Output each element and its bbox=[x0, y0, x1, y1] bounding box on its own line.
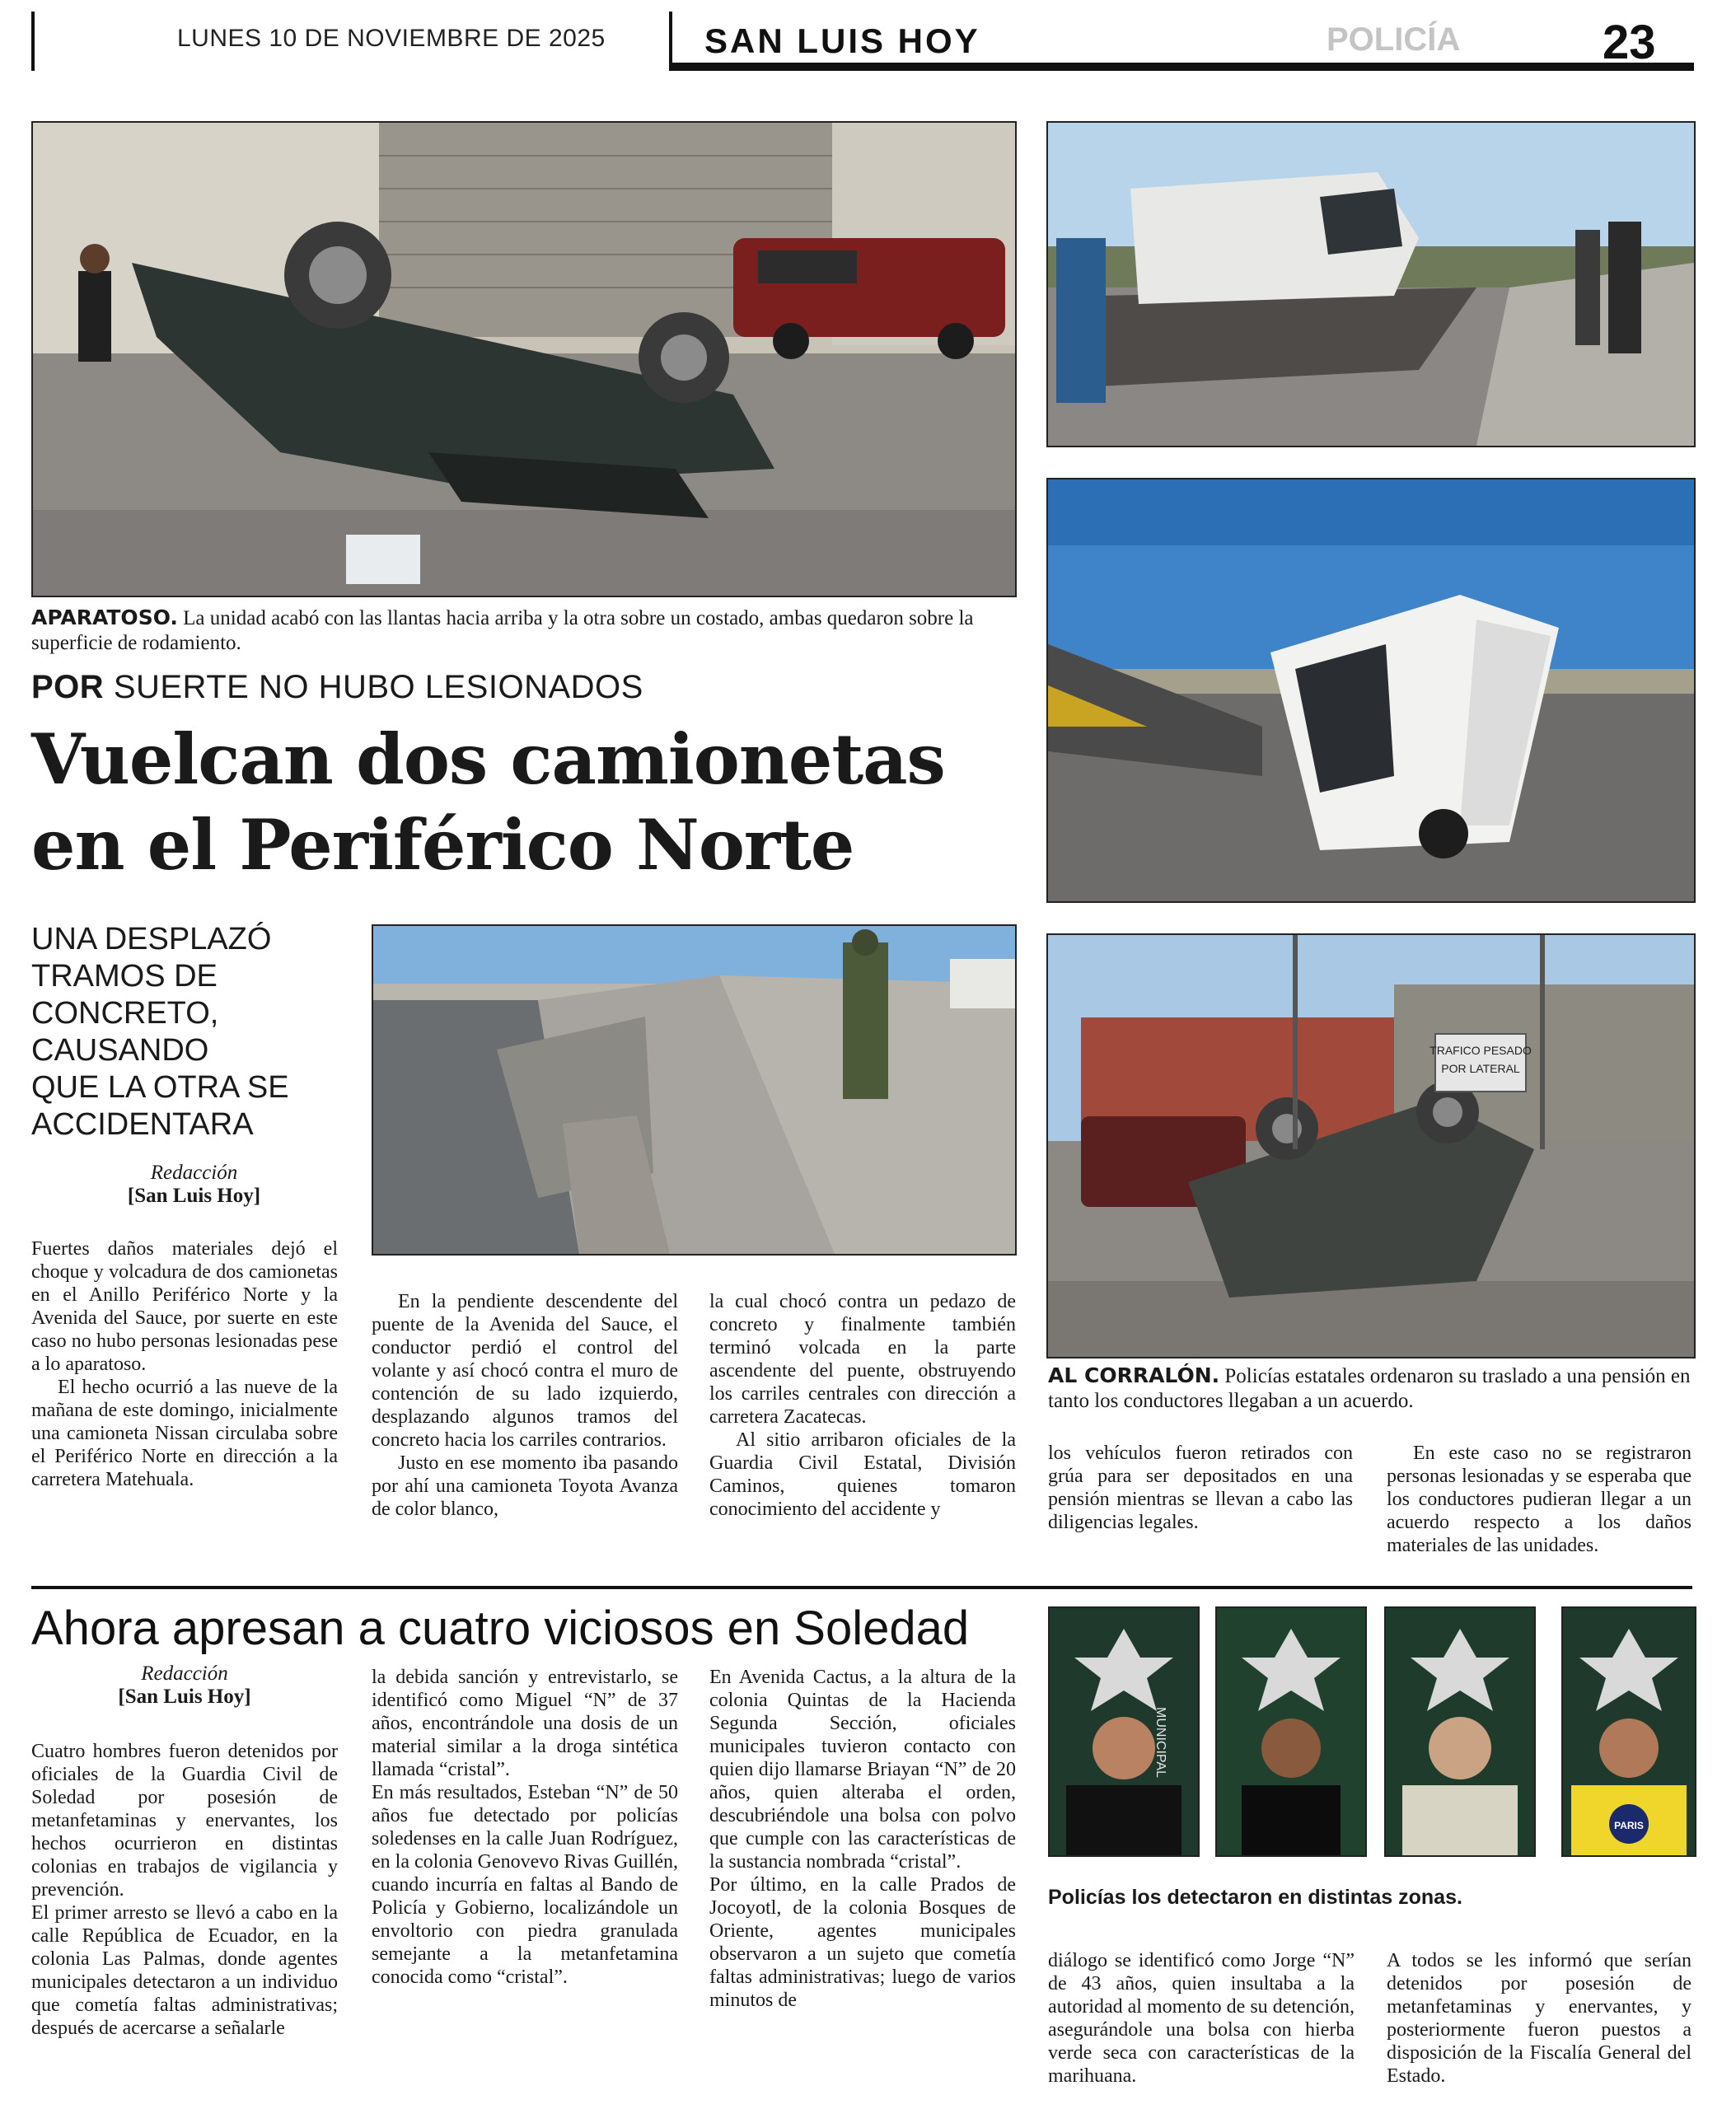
subhead bbox=[31, 921, 289, 1143]
paragraph: Fuertes daños materiales dejó el choque y volcadura de dos camionetas en el Anillo Periférico Norte y la Avenida del Sauce, por suerte en este caso no hubo personas lesionadas pese a lo aparatoso. bbox=[31, 1238, 338, 1375]
mugshot-3 bbox=[1384, 1606, 1536, 1857]
caption-corralon bbox=[1048, 1363, 1694, 1414]
paragraph: la debida sanción y entrevistarlo, se identificó como Miguel “N” de 37 años, encontrándole una dosis de un material similar a la droga sintética llamada “cristal”. bbox=[372, 1667, 678, 1780]
photo-white-car-on-side bbox=[1046, 478, 1696, 903]
article1-column-3 bbox=[709, 1290, 1016, 1521]
mugshot-2 bbox=[1215, 1606, 1367, 1857]
headline bbox=[31, 717, 945, 888]
header-bar bbox=[669, 63, 1694, 71]
article2-column-2 bbox=[372, 1666, 678, 1989]
mugshots-caption: Policías los detectaron en distintas zonas. bbox=[1048, 1886, 1462, 1909]
article-divider bbox=[31, 1586, 1692, 1589]
caption-aparatoso bbox=[31, 606, 1013, 656]
article2-column-3 bbox=[709, 1666, 1016, 2012]
photo-concrete-barriers bbox=[372, 924, 1017, 1256]
backdrop-text: MUNICIPAL bbox=[1153, 1707, 1167, 1778]
subhead-line: TRAMOS DE bbox=[31, 959, 218, 994]
photo-car-on-tow-truck bbox=[1046, 121, 1696, 447]
byline-article1 bbox=[31, 1162, 357, 1208]
kicker-rest: SUERTE NO HUBO LESIONADOS bbox=[113, 669, 643, 705]
paragraph: la cual chocó contra un pedazo de concreto y finalmente también terminó volcada en la parte ascendente del puente, obstruyendo los carriles centrales con dirección a carretera Zacatecas. bbox=[709, 1291, 1016, 1428]
article2-column-1 bbox=[31, 1740, 338, 2040]
subhead-line: ACCIDENTARA bbox=[31, 1107, 254, 1142]
page-number: 23 bbox=[1603, 16, 1656, 69]
header-left-rule bbox=[31, 12, 35, 71]
paragraph: En este caso no se registraron personas lesionadas y se esperaba que los conductores pudieran llegar a un acuerdo respecto a los daños materiales de las unidades. bbox=[1387, 1443, 1692, 1556]
paragraph: Al sitio arribaron oficiales de la Guardia Civil Estatal, División Caminos, quienes tomaron conocimiento del accidente y bbox=[709, 1429, 1016, 1520]
byline-source: [San Luis Hoy] bbox=[118, 1686, 251, 1708]
paragraph: En Avenida Cactus, a la altura de la colonia Quintas de la Hacienda Segunda Sección, oficiales municipales tuvieron contacto con quien dijo llamarse Briayan “N” de 20 años, quien alteraba el orden, descubriéndole una bolsa con polvo que cumple con las características de la sustancia nombrada “cristal”. bbox=[709, 1667, 1016, 1873]
paragraph: Por último, en la calle Prados de Jocoyotl, de la colonia Bosques de Oriente, agentes municipales observaron a un sujeto que cometía faltas administrativas; luego de varios minutos de bbox=[709, 1874, 1016, 2011]
shirt-text: PARIS bbox=[1614, 1820, 1644, 1831]
article1-column-2 bbox=[372, 1290, 678, 1521]
issue-date: LUNES 10 DE NOVIEMBRE DE 2025 bbox=[177, 25, 606, 52]
byline-name: Redacción bbox=[141, 1662, 228, 1685]
paragraph: En más resultados, Esteban “N” de 50 años fue detectado por policías soledenses en la calle Juan Rodríguez, en la colonia Genovevo Rivas Guillén, cuando incurría en faltas al Bando de Policía y Gobierno, localizándole un envoltorio con piedra granulada semejante a la metanfetamina conocida como “cristal”. bbox=[372, 1782, 678, 1988]
paragraph: El primer arresto se llevó a cabo en la calle República de Ecuador, en la colonia Las Palmas, donde agentes municipales detectaron a un individuo que cometía faltas administrativas; después de acercarse a señalarle bbox=[31, 1902, 338, 2039]
sign-line-2: POR LATERAL bbox=[1441, 1062, 1520, 1075]
paragraph: A todos se les informó que serían detenidos por posesión de metanfetaminas y enervantes, y posteriormente fueron puestos a disposición de la Fiscalía General del Estado. bbox=[1387, 1950, 1692, 2087]
caption-text: Policías estatales ordenaron su traslado a una pensión en tanto los conductores llegaban a un acuerdo. bbox=[1048, 1365, 1691, 1412]
article1-column-4 bbox=[1048, 1442, 1353, 1534]
paragraph: Justo en ese momento iba pasando por ahí una camioneta Toyota Avanza de color blanco, bbox=[372, 1452, 678, 1520]
paragraph: diálogo se identificó como Jorge “N” de 43 años, quien insultaba a la autoridad al momento de su detención, asegurándole una bolsa con hierba verde seca con características de la marihuana. bbox=[1048, 1950, 1355, 2087]
paragraph: Cuatro hombres fueron detenidos por oficiales de la Guardia Civil de Soledad por posesión de metanfetaminas y enervantes, los hechos ocurrieron en distintas colonias en trabajos de vigilancia y prevención. bbox=[31, 1741, 338, 1901]
article2-column-4 bbox=[1048, 1949, 1355, 2088]
kicker-bold: POR bbox=[31, 669, 105, 705]
byline-name: Redacción bbox=[150, 1162, 238, 1184]
photo-overturned-pickup bbox=[31, 121, 1017, 597]
article1-column-1 bbox=[31, 1237, 338, 1491]
section-name: POLICÍA bbox=[1327, 21, 1461, 58]
subhead-line: UNA DESPLAZÓ bbox=[31, 922, 272, 956]
subhead-line: CAUSANDO bbox=[31, 1033, 209, 1068]
publication-name: SAN LUIS HOY bbox=[704, 21, 980, 60]
article1-column-5 bbox=[1387, 1442, 1692, 1557]
header-divider bbox=[669, 12, 672, 69]
paragraph: En la pendiente descendente del puente de la Avenida del Sauce, el conductor perdió el control del volante y así chocó contra el muro de contención de su lado izquierdo, desplazando algunos tramos del concreto hacia los carriles contrarios. bbox=[372, 1291, 678, 1451]
article2-column-5 bbox=[1387, 1949, 1692, 2088]
paragraph: los vehículos fueron retirados con grúa para ser depositados en una pensión mientras se llevan a cabo las diligencias legales. bbox=[1048, 1443, 1353, 1533]
mugshot-1 bbox=[1048, 1606, 1200, 1857]
photo-overturned-pickup-sign bbox=[1046, 933, 1696, 1358]
subhead-line: CONCRETO, bbox=[31, 996, 219, 1031]
mugshot-4 bbox=[1561, 1606, 1696, 1857]
article2-headline: Ahora apresan a cuatro viciosos en Soledad bbox=[31, 1602, 970, 1655]
kicker bbox=[31, 669, 643, 706]
headline-line-2: en el Periférico Norte bbox=[31, 804, 854, 886]
byline-source: [San Luis Hoy] bbox=[127, 1185, 261, 1207]
sign-line-1: TRAFICO PESADO bbox=[1430, 1044, 1532, 1057]
paragraph: El hecho ocurrió a las nueve de la mañana de este domingo, inicialmente una camioneta Nissan circulaba sobre el Periférico Norte en dirección a la carretera Matehuala. bbox=[31, 1377, 338, 1490]
caption-text: La unidad acabó con las llantas hacia arriba y la otra sobre un costado, ambas quedaron sobre la superficie de rodamiento. bbox=[31, 607, 974, 654]
subhead-line: QUE LA OTRA SE bbox=[31, 1070, 289, 1105]
caption-label: AL CORRALÓN. bbox=[1048, 1363, 1220, 1387]
caption-label: APARATOSO. bbox=[31, 606, 178, 629]
headline-line-1: Vuelcan dos camionetas bbox=[31, 718, 945, 800]
byline-article2 bbox=[31, 1662, 338, 1709]
